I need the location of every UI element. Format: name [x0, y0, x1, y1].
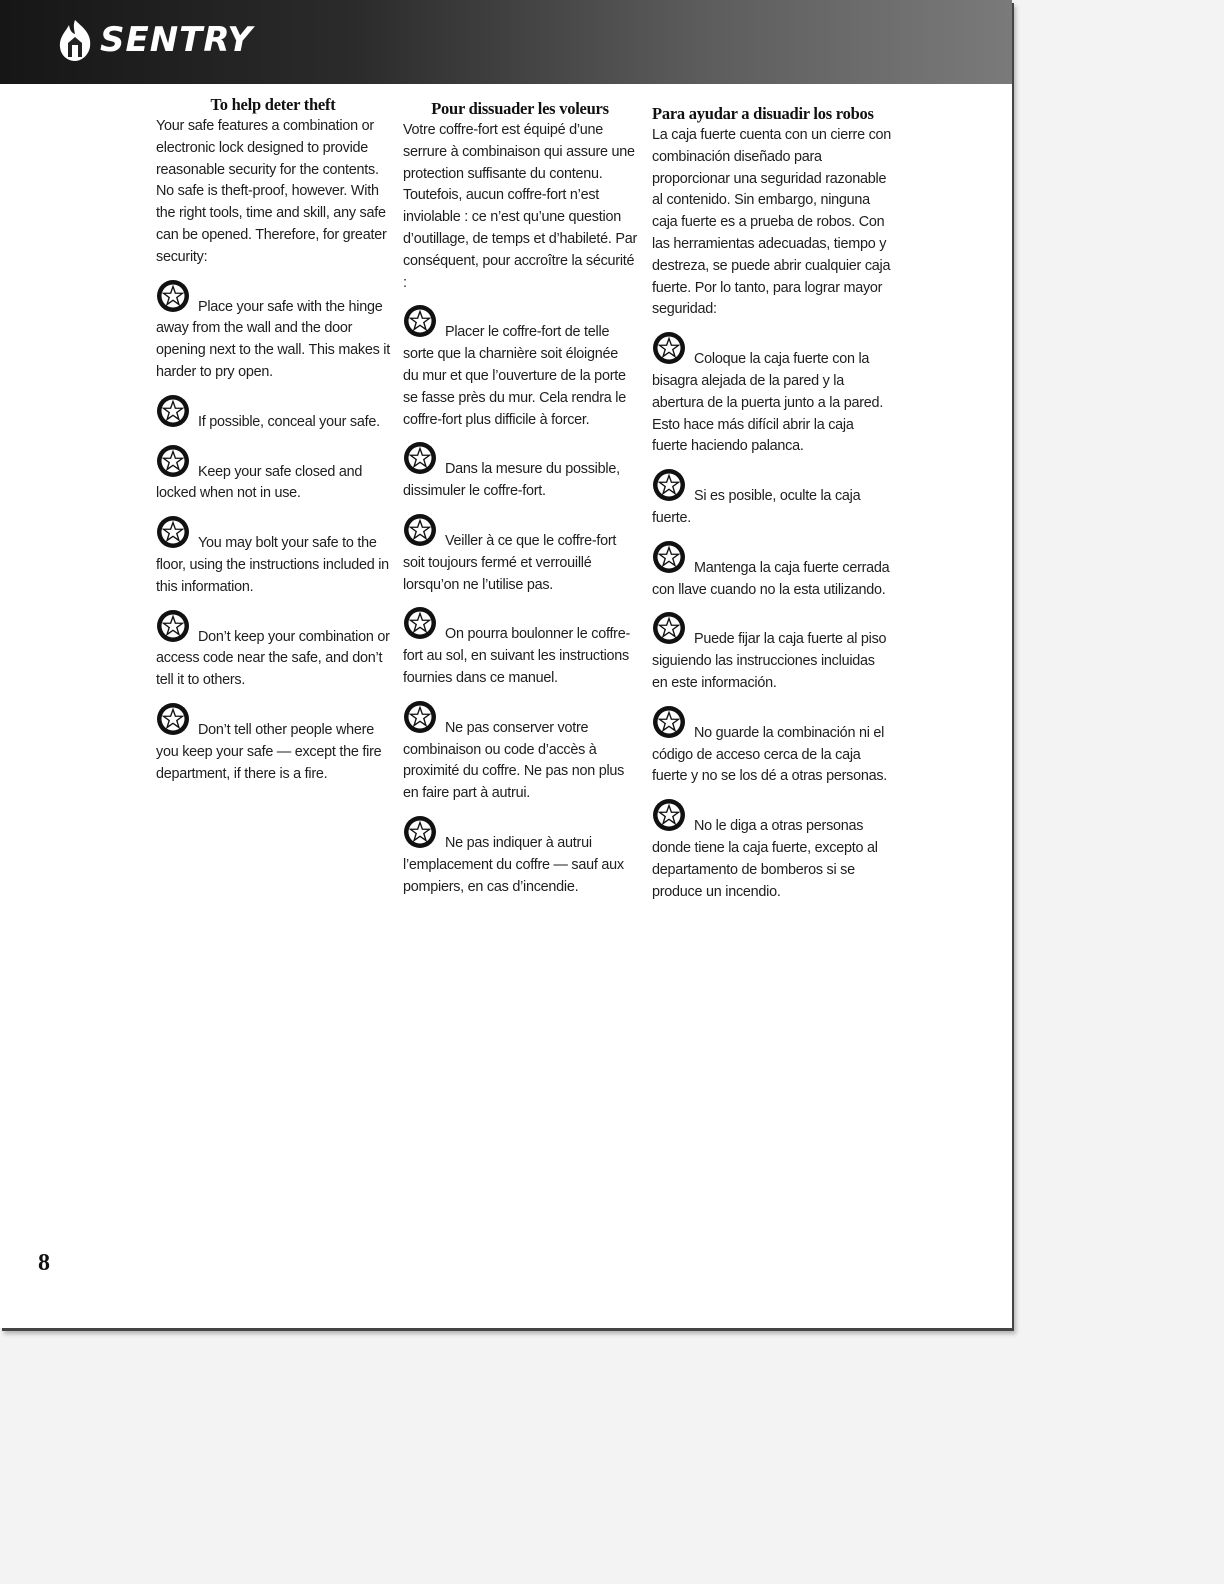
- bullet-text: On pourra boulonner le coffre-fort au sol, en suivant les instructions fournies dans ce manuel.: [403, 626, 631, 686]
- brand-name: SENTRY: [100, 20, 254, 60]
- bullet-text: Si es posible, oculte la caja fuerte.: [652, 488, 861, 526]
- french-intro: Votre coffre-fort est équipé d’une serrure à combinaison qui assure une protection suffisante du contenu. Toutefois, aucun coffre-fort n’est inviolable : ce n’est qu’une question d’outillage, de temps et d’habileté. Par conséquent, pour accroître la sécurité :: [403, 122, 637, 291]
- sentry-flame-icon: [52, 17, 98, 63]
- list-item: [652, 798, 892, 903]
- star-in-circle-icon: [403, 700, 437, 734]
- english-intro: Your safe features a combination or electronic lock designed to provide reasonable security for the contents. No safe is theft-proof, however. With the right tools, time and skill, any safe can be opened. Therefore, for greater security:: [156, 118, 387, 265]
- spanish-intro: La caja fuerte cuenta con un cierre con combinación diseñado para proporcionar una seguridad razonable al contenido. Sin embargo, ninguna caja fuerte es a prueba de robos. Con las herramientas adecuadas, tiempo y destreza, se puede abrir cualquier caja fuerte. Por lo tanto, para lograr mayor seguridad:: [652, 127, 892, 318]
- star-in-circle-icon: [652, 798, 686, 832]
- star-in-circle-icon: [403, 815, 437, 849]
- list-item: [156, 279, 390, 384]
- bullet-text: You may bolt your safe to the floor, using the instructions included in this information.: [156, 535, 389, 595]
- english-column: [156, 94, 390, 795]
- star-in-circle-icon: [403, 606, 437, 640]
- list-item: [652, 540, 892, 602]
- list-item: [156, 609, 390, 692]
- header-bar: [0, 0, 1012, 84]
- bullet-text: Ne pas conserver votre combinaison ou code d’accès à proximité du coffre. Ne pas non plus en faire part à autrui.: [403, 719, 625, 802]
- list-item: [403, 606, 637, 689]
- bullet-text: Don’t keep your combination or access code near the safe, and don’t tell it to others.: [156, 628, 390, 689]
- star-in-circle-icon: [652, 540, 686, 574]
- star-in-circle-icon: [156, 394, 190, 428]
- bullet-text: No le diga a otras personas donde tiene la caja fuerte, excepto al departamento de bomberos si se produce un incendio.: [652, 818, 878, 900]
- star-in-circle-icon: [652, 705, 686, 739]
- sentry-logo: [52, 14, 253, 66]
- list-item: [403, 304, 637, 431]
- bullet-text: Place your safe with the hinge away from the wall and the door opening next to the wall. This makes it harder to pry open.: [156, 298, 390, 380]
- star-in-circle-icon: [652, 611, 686, 645]
- star-in-circle-icon: [403, 304, 437, 338]
- star-in-circle-icon: [156, 702, 190, 736]
- list-item: [652, 468, 892, 530]
- star-in-circle-icon: [156, 444, 190, 478]
- list-item: [403, 815, 637, 898]
- star-in-circle-icon: [652, 468, 686, 502]
- list-item: [403, 513, 637, 596]
- bullet-text: Don’t tell other people where you keep your safe — except the fire department, if there is a fire.: [156, 721, 382, 782]
- star-in-circle-icon: [156, 515, 190, 549]
- star-in-circle-icon: [403, 513, 437, 547]
- star-in-circle-icon: [652, 331, 686, 365]
- list-item: [652, 705, 892, 788]
- bullet-text: Puede fijar la caja fuerte al piso siguiendo las instrucciones incluidas en este información.: [652, 631, 887, 691]
- bullet-text: Mantenga la caja fuerte cerrada con llave cuando no la esta utilizando.: [652, 559, 890, 598]
- bullet-text: No guarde la combinación ni el código de acceso cerca de la caja fuerte y no se los dé a otras personas.: [652, 724, 888, 785]
- spanish-column: [652, 103, 892, 913]
- english-title: To help deter theft: [210, 95, 336, 114]
- list-item: [156, 394, 390, 434]
- bullet-text: Ne pas indiquer à autrui l’emplacement du coffre — sauf aux pompiers, en cas d’incendie.: [403, 834, 624, 895]
- list-item: [652, 611, 892, 694]
- list-item: [156, 444, 390, 506]
- list-item: [403, 441, 637, 503]
- star-in-circle-icon: [156, 279, 190, 313]
- bullet-text: Placer le coffre-fort de telle sorte que la charnière soit éloignée du mur et que l’ouverture de la porte se fasse près du mur. Cela rendra le coffre-fort plus difficile à forcer.: [403, 324, 626, 428]
- list-item: [156, 702, 390, 785]
- french-title: Pour dissuader les voleurs: [431, 99, 609, 118]
- star-in-circle-icon: [156, 609, 190, 643]
- list-item: [652, 331, 892, 458]
- star-in-circle-icon: [403, 441, 437, 475]
- bullet-text: If possible, conceal your safe.: [198, 413, 380, 430]
- french-column: [403, 98, 637, 908]
- bullet-text: Dans la mesure du possible, dissimuler le coffre-fort.: [403, 461, 620, 500]
- spanish-title: Para ayudar a disuadir los robos: [652, 104, 874, 123]
- bullet-text: Veiller à ce que le coffre-fort soit toujours fermé et verrouillé lorsqu’on ne l’utilise pas.: [403, 532, 617, 593]
- page-number: 8: [38, 1250, 50, 1276]
- bullet-text: Keep your safe closed and locked when not in use.: [156, 463, 363, 502]
- list-item: [156, 515, 390, 598]
- bullet-text: Coloque la caja fuerte con la bisagra alejada de la pared y la abertura de la puerta junto a la pared. Esto hace más difícil abrir la caja fuerte haciendo palanca.: [652, 351, 884, 455]
- list-item: [403, 700, 637, 805]
